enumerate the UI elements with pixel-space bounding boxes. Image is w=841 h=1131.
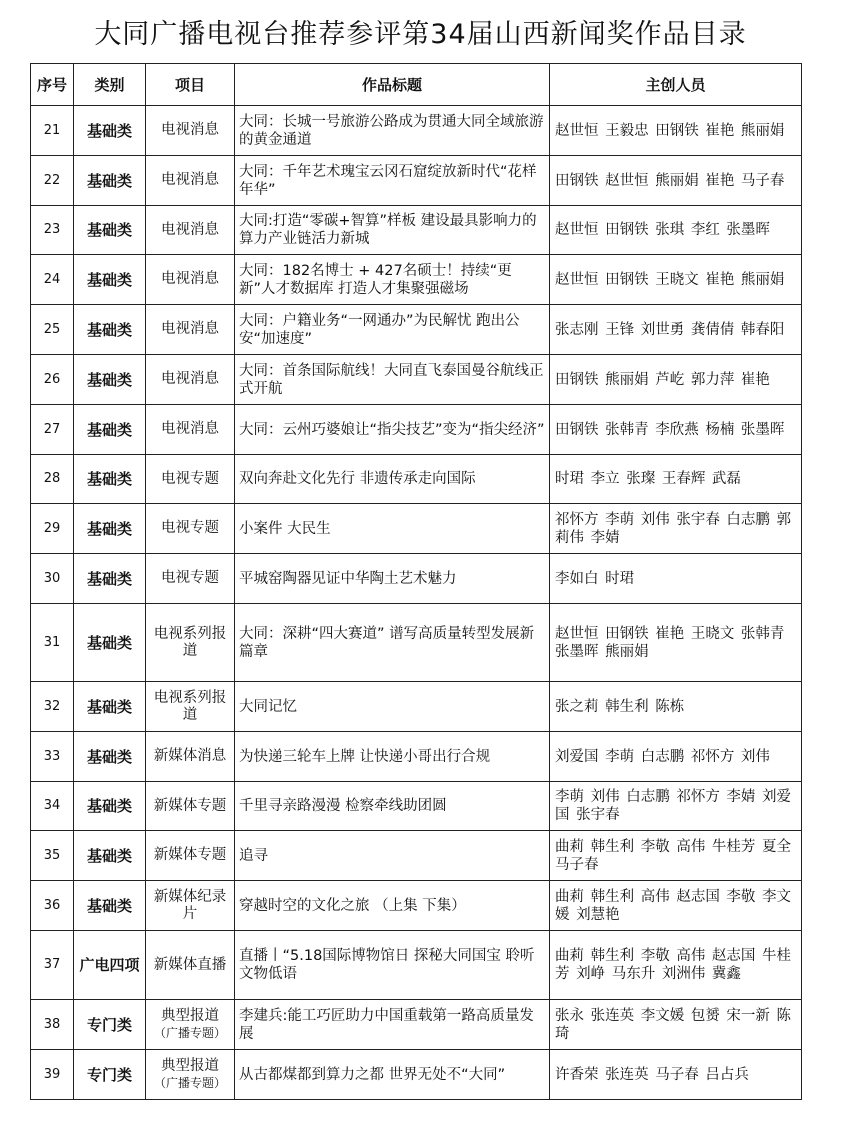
cell-project bbox=[146, 305, 235, 355]
header-row bbox=[31, 64, 802, 106]
cell-category: 基础类 bbox=[74, 732, 146, 782]
table-row bbox=[31, 405, 802, 455]
cell-staff: 张之莉 韩生利 陈栋 bbox=[550, 682, 802, 732]
project-label: 新媒体直播 bbox=[153, 956, 227, 973]
cell-staff: 张永 张连英 李文媛 包赟 宋一新 陈琦 bbox=[550, 1000, 802, 1050]
cell-staff: 曲莉 韩生利 李敬 高伟 赵志国 牛桂芳 刘峥 马东升 刘洲伟 冀鑫 bbox=[550, 931, 802, 1000]
cell-title: 从古都煤都到算力之都 世界无处不“大同” bbox=[235, 1050, 550, 1100]
project-label: 电视专题 bbox=[161, 570, 219, 586]
cell-title: 大同：千年艺术瑰宝云冈石窟绽放新时代“花样年华” bbox=[235, 156, 550, 206]
header-no: 序号 bbox=[31, 64, 74, 106]
table-row bbox=[31, 881, 802, 931]
project-label: 电视消息 bbox=[161, 172, 219, 188]
cell-staff: 田钢铁 熊丽娟 芦屹 郭力萍 崔艳 bbox=[550, 355, 802, 405]
table-row bbox=[31, 554, 802, 604]
cell-no: 26 bbox=[31, 355, 74, 405]
cell-category: 专门类 bbox=[74, 1050, 146, 1100]
document-title: 大同广播电视台推荐参评第34届山西新闻奖作品目录 bbox=[94, 19, 747, 50]
table-row bbox=[31, 156, 802, 206]
cell-category: 基础类 bbox=[74, 405, 146, 455]
cell-category: 基础类 bbox=[74, 106, 146, 156]
cell-category: 基础类 bbox=[74, 305, 146, 355]
project-label: 电视专题 bbox=[161, 520, 219, 536]
cell-staff: 时珺 李立 张璨 王春辉 武磊 bbox=[550, 455, 802, 504]
cell-no: 39 bbox=[31, 1050, 74, 1100]
cell-no: 25 bbox=[31, 305, 74, 355]
cell-no: 35 bbox=[31, 831, 74, 881]
cell-category: 基础类 bbox=[74, 682, 146, 732]
cell-project bbox=[146, 455, 235, 504]
cell-category: 基础类 bbox=[74, 455, 146, 504]
table-row bbox=[31, 455, 802, 504]
cell-no: 29 bbox=[31, 504, 74, 554]
table-row bbox=[31, 1050, 802, 1100]
cell-title: 为快递三轮车上牌 让快递小哥出行合规 bbox=[235, 732, 550, 782]
project-label: 新媒体专题 bbox=[153, 797, 227, 814]
cell-staff: 祁怀方 李萌 刘伟 张宇春 白志鹏 郭莉伟 李婧 bbox=[550, 504, 802, 554]
cell-title: 大同：云州巧婆娘让“指尖技艺”变为“指尖经济” bbox=[235, 405, 550, 455]
cell-title: 大同:打造“零碳+智算”样板 建设最具影响力的算力产业链活力新城 bbox=[235, 206, 550, 255]
cell-title: 平城窑陶器见证中华陶土艺术魅力 bbox=[235, 554, 550, 604]
project-label: 电视消息 bbox=[161, 321, 219, 337]
project-label: 典型报道 bbox=[161, 1057, 219, 1074]
cell-title: 大同：深耕“四大赛道” 谱写高质量转型发展新篇章 bbox=[235, 604, 550, 682]
cell-project bbox=[146, 881, 235, 931]
cell-title: 穿越时空的文化之旅 （上集 下集） bbox=[235, 881, 550, 931]
cell-staff: 赵世恒 田钢铁 张琪 李红 张墨晖 bbox=[550, 206, 802, 255]
cell-category: 基础类 bbox=[74, 831, 146, 881]
header-staff: 主创人员 bbox=[550, 64, 802, 106]
cell-category: 基础类 bbox=[74, 355, 146, 405]
project-label: 新媒体消息 bbox=[153, 748, 227, 764]
cell-staff: 许香荣 张连英 马子春 吕占兵 bbox=[550, 1050, 802, 1100]
table-row bbox=[31, 106, 802, 156]
cell-staff: 李萌 刘伟 白志鹏 祁怀方 李婧 刘爱国 张宇春 bbox=[550, 782, 802, 831]
project-label: 新媒体纪录片 bbox=[153, 888, 227, 922]
cell-staff: 田钢铁 赵世恒 熊丽娟 崔艳 马子春 bbox=[550, 156, 802, 206]
cell-project bbox=[146, 156, 235, 206]
table-row bbox=[31, 732, 802, 782]
cell-no: 36 bbox=[31, 881, 74, 931]
project-label: 电视系列报道 bbox=[153, 689, 227, 723]
cell-no: 38 bbox=[31, 1000, 74, 1050]
cell-no: 37 bbox=[31, 931, 74, 1000]
cell-project bbox=[146, 355, 235, 405]
table-body bbox=[31, 106, 802, 1100]
cell-category: 基础类 bbox=[74, 504, 146, 554]
table-row bbox=[31, 206, 802, 255]
cell-project bbox=[146, 732, 235, 782]
table-row bbox=[31, 604, 802, 682]
table-row bbox=[31, 305, 802, 355]
cell-no: 28 bbox=[31, 455, 74, 504]
cell-title: 大同：户籍业务“一网通办”为民解忧 跑出公安“加速度” bbox=[235, 305, 550, 355]
cell-title: 千里寻亲路漫漫 检察牵线助团圆 bbox=[235, 782, 550, 831]
cell-staff: 曲莉 韩生利 李敬 高伟 牛桂芳 夏全 马子春 bbox=[550, 831, 802, 881]
cell-no: 21 bbox=[31, 106, 74, 156]
project-label: 典型报道 bbox=[161, 1007, 219, 1024]
cell-project bbox=[146, 504, 235, 554]
cell-project bbox=[146, 206, 235, 255]
cell-title: 大同记忆 bbox=[235, 682, 550, 732]
project-label: 电视消息 bbox=[161, 371, 219, 387]
table-row bbox=[31, 255, 802, 305]
cell-project bbox=[146, 1000, 235, 1050]
cell-title: 追寻 bbox=[235, 831, 550, 881]
project-label: 新媒体专题 bbox=[153, 847, 227, 863]
cell-title: 双向奔赴文化先行 非遗传承走向国际 bbox=[235, 455, 550, 504]
cell-no: 34 bbox=[31, 782, 74, 831]
cell-staff: 赵世恒 田钢铁 王晓文 崔艳 熊丽娟 bbox=[550, 255, 802, 305]
table-row bbox=[31, 831, 802, 881]
cell-category: 专门类 bbox=[74, 1000, 146, 1050]
cell-category: 广电四项 bbox=[74, 931, 146, 1000]
cell-no: 23 bbox=[31, 206, 74, 255]
header-title: 作品标题 bbox=[235, 64, 550, 106]
cell-staff: 赵世恒 王毅忠 田钢铁 崔艳 熊丽娟 bbox=[550, 106, 802, 156]
cell-category: 基础类 bbox=[74, 206, 146, 255]
cell-staff: 田钢铁 张韩青 李欣燕 杨楠 张墨晖 bbox=[550, 405, 802, 455]
cell-project bbox=[146, 405, 235, 455]
cell-title: 大同：长城一号旅游公路成为贯通大同全域旅游的黄金通道 bbox=[235, 106, 550, 156]
cell-no: 33 bbox=[31, 732, 74, 782]
cell-no: 27 bbox=[31, 405, 74, 455]
cell-project bbox=[146, 604, 235, 682]
cell-title: 小案件 大民生 bbox=[235, 504, 550, 554]
cell-category: 基础类 bbox=[74, 554, 146, 604]
cell-staff: 刘爱国 李萌 白志鹏 祁怀方 刘伟 bbox=[550, 732, 802, 782]
project-label: 电视系列报道 bbox=[153, 625, 227, 659]
cell-title: 大同：182名博士 + 427名硕士！持续“更新”人才数据库 打造人才集聚强磁场 bbox=[235, 255, 550, 305]
project-label: 电视专题 bbox=[161, 470, 219, 487]
cell-project bbox=[146, 255, 235, 305]
project-label: 电视消息 bbox=[161, 122, 219, 138]
cell-project bbox=[146, 931, 235, 1000]
cell-project bbox=[146, 831, 235, 881]
cell-staff: 张志刚 王锋 刘世勇 龚倩倩 韩春阳 bbox=[550, 305, 802, 355]
table-row bbox=[31, 782, 802, 831]
cell-staff: 赵世恒 田钢铁 崔艳 王晓文 张韩青 张墨晖 熊丽娟 bbox=[550, 604, 802, 682]
cell-project bbox=[146, 682, 235, 732]
project-label: 电视消息 bbox=[161, 421, 219, 437]
cell-no: 32 bbox=[31, 682, 74, 732]
cell-title: 直播丨“5.18国际博物馆日 探秘大同国宝 聆听文物低语 bbox=[235, 931, 550, 1000]
cell-no: 22 bbox=[31, 156, 74, 206]
cell-no: 31 bbox=[31, 604, 74, 682]
cell-project bbox=[146, 1050, 235, 1100]
cell-category: 基础类 bbox=[74, 156, 146, 206]
cell-title: 李建兵:能工巧匠助力中国重载第一路高质量发展 bbox=[235, 1000, 550, 1050]
project-label: 电视消息 bbox=[161, 221, 219, 238]
header-category: 类别 bbox=[74, 64, 146, 106]
cell-project bbox=[146, 782, 235, 831]
cell-no: 24 bbox=[31, 255, 74, 305]
table-row bbox=[31, 682, 802, 732]
cell-category: 基础类 bbox=[74, 782, 146, 831]
cell-no: 30 bbox=[31, 554, 74, 604]
table-row bbox=[31, 931, 802, 1000]
project-sub-label: （广播专题） bbox=[153, 1075, 226, 1090]
works-table bbox=[30, 63, 802, 1100]
table-row bbox=[31, 504, 802, 554]
table-row bbox=[31, 1000, 802, 1050]
cell-category: 基础类 bbox=[74, 255, 146, 305]
cell-project bbox=[146, 106, 235, 156]
cell-staff: 李如白 时珺 bbox=[550, 554, 802, 604]
cell-staff: 曲莉 韩生利 高伟 赵志国 李敬 李文媛 刘慧艳 bbox=[550, 881, 802, 931]
cell-category: 基础类 bbox=[74, 604, 146, 682]
cell-category: 基础类 bbox=[74, 881, 146, 931]
header-project: 项目 bbox=[146, 64, 235, 106]
project-sub-label: （广播专题） bbox=[153, 1025, 226, 1040]
cell-project bbox=[146, 554, 235, 604]
cell-title: 大同：首条国际航线！大同直飞泰国曼谷航线正式开航 bbox=[235, 355, 550, 405]
table-row bbox=[31, 355, 802, 405]
project-label: 电视消息 bbox=[161, 271, 219, 287]
